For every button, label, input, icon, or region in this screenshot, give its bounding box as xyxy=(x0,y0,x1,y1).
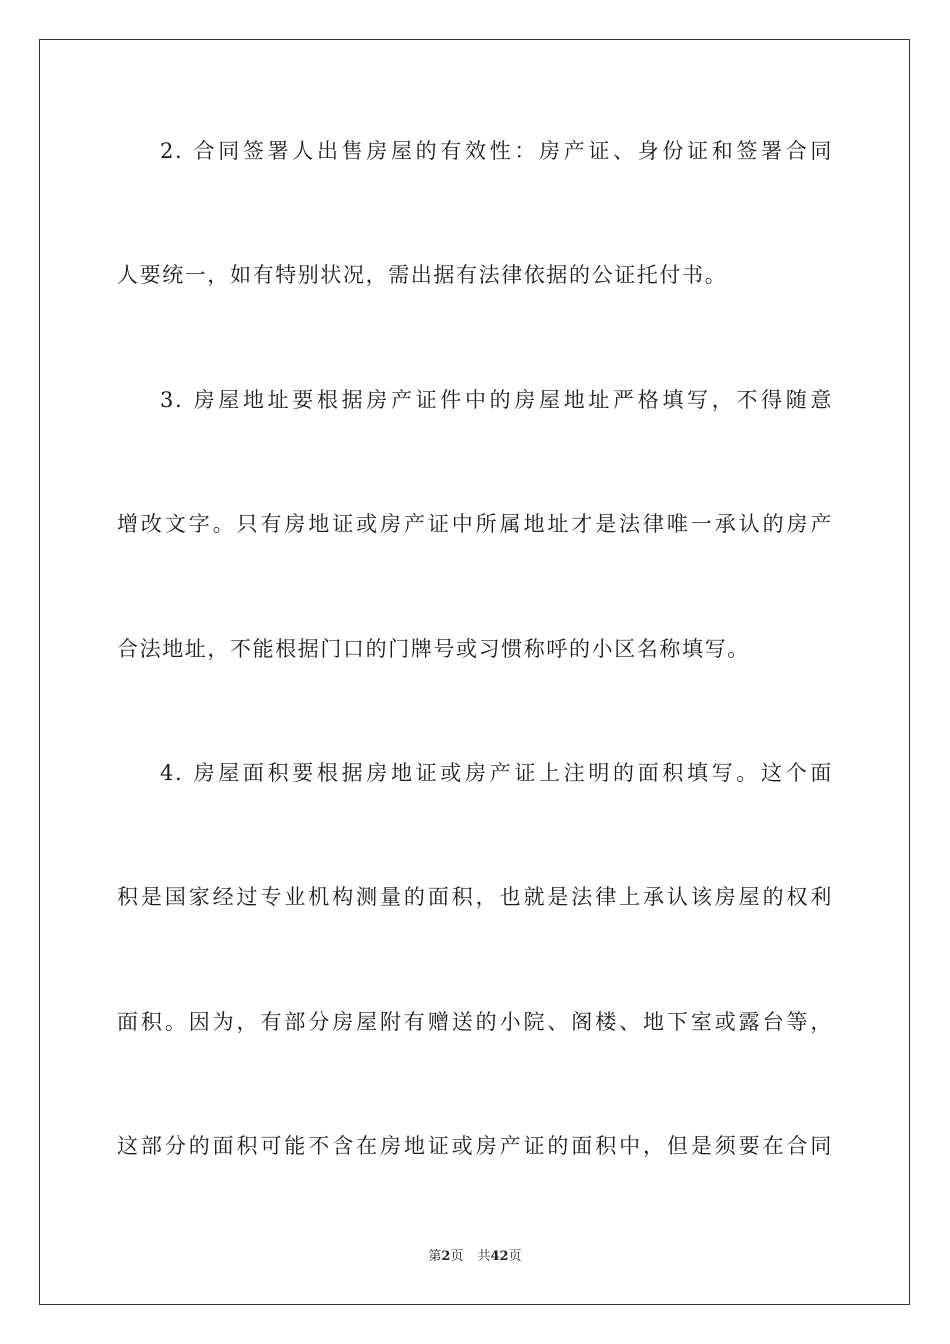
total-pages: 42 xyxy=(490,1249,509,1264)
total-prefix: 共 xyxy=(477,1249,491,1264)
paragraph-4-line-1: 4. 房屋面积要根据房地证或房产证上注明的面积填写。这个面 xyxy=(160,761,833,785)
paragraph-2-line-2: 人要统一，如有特别状况，需出据有法律依据的公证托付书。 xyxy=(117,263,728,287)
paragraph-2-line-1: 2. 合同签署人出售房屋的有效性：房产证、身份证和签署合同 xyxy=(160,139,833,163)
total-suffix: 页 xyxy=(508,1249,522,1264)
paragraph-4-line-3: 面积。因为，有部分房屋附有赠送的小院、阁楼、地下室或露台等， xyxy=(117,1010,833,1034)
paragraph-4-line-2: 积是国家经过专业机构测量的面积，也就是法律上承认该房屋的权利 xyxy=(117,885,833,909)
page-suffix: 页 xyxy=(450,1249,464,1264)
paragraph-3-line-3: 合法地址，不能根据门口的门牌号或习惯称呼的小区名称填写。 xyxy=(117,637,750,661)
paragraph-4-line-4: 这部分的面积可能不含在房地证或房产证的面积中，但是须要在合同 xyxy=(117,1134,833,1158)
page-border xyxy=(39,39,910,1305)
page-number: 2 xyxy=(441,1249,451,1264)
page-footer xyxy=(0,1248,950,1266)
page-prefix: 第 xyxy=(428,1249,442,1264)
paragraph-3-line-1: 3. 房屋地址要根据房产证件中的房屋地址严格填写，不得随意 xyxy=(160,388,833,412)
paragraph-3-line-2: 增改文字。只有房地证或房产证中所属地址才是法律唯一承认的房产 xyxy=(117,512,833,536)
